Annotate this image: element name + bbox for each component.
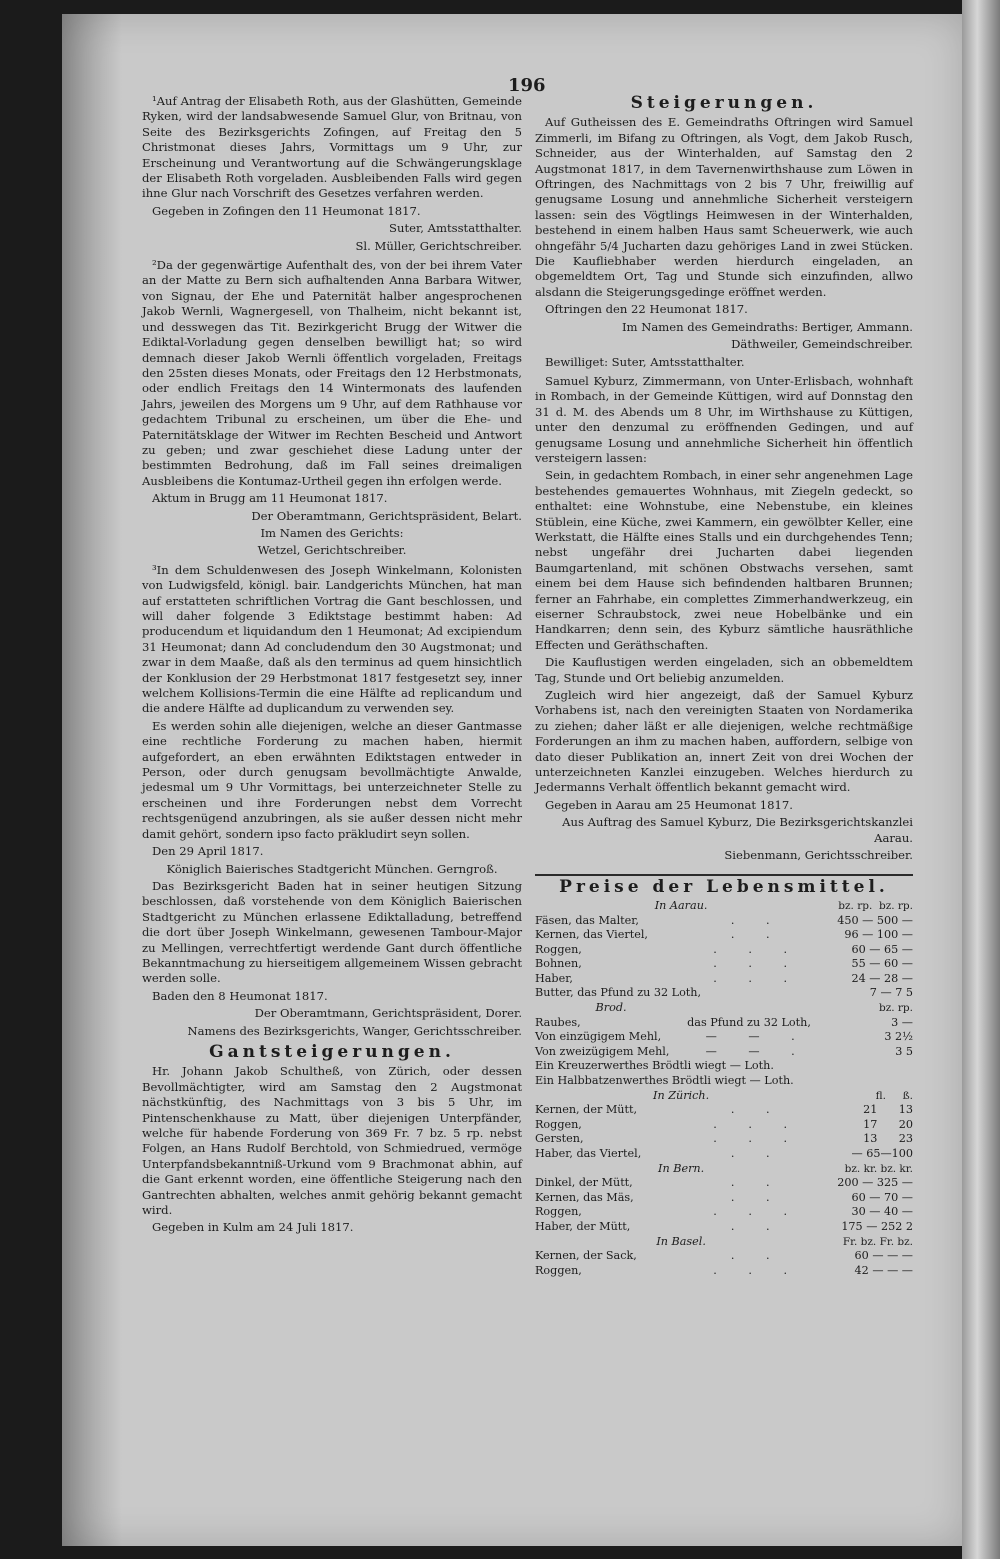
- notice-text: ¹Auf Antrag der Elisabeth Roth, aus der Glashütten, Gemeinde Ryken, wird der landsabwesende Samuel Glur, von Britnau, von Seite des Bezirksgerichts Zofingen, auf Freitag den 5 Christmonat dieses Jahrs, Vormittags um 9 Uhr, zur Erscheinung und Verantwortung auf die Schwängerungsklage der Elisabeth Roth vorgeladen. Ausbleibenden Falls wird gegen ihne Glur nach Vorschrift des Gesetzes verfahren werden.: [142, 94, 522, 201]
- price-value: 200 — 325 —: [837, 1176, 913, 1190]
- price-row: [535, 972, 913, 987]
- right-column: [535, 94, 913, 1278]
- notice-text: ³In dem Schuldenwesen des Joseph Winkelmann, Kolonisten von Ludwigsfeld, königl. bair. Landgerichts München, hat man auf erstatteten schriftlichen Vortrag die Gant beschlossen, und will daher folgende 3 Ediktstage bestimmt haben: Ad producendum et liquidandum den 1 Heumonat; Ad excipiendum 31 Heumonat; dann Ad concludendum den 30 Augstmonat; und zwar in dem Maaße, daß als den terminus ad quem hinsichtlich der Konklusion der 29 Herbstmonat 1817 festgesetzt sey, inner welchem Kollisions-Termin die eine Hälfte ad replicandum und die andere Hälfte ad duplicandum zu verwenden sey.: [142, 562, 522, 716]
- notice-text: ²Da der gegenwärtige Aufenthalt des, von der bei ihrem Vater an der Matte zu Bern sich aufhaltenden Anna Barbara Witwer, von Signau, der Ehe und Paternität halber angesprochenen Jakob Wernli, Wagnergesell, von Thalheim, nicht bekannt ist, und desswegen das Tit. Bezirkgericht Brugg der Witwer die Ediktal-Vorladung gegen denselben bewilligt hat; so wird demnach dieser Jakob Wernli öffentlich vorgeladen, Freitags den 25sten dieses Monats, oder Freitags den 12 Herbstmonats, oder endlich Freitags den 14 Wintermonats des laufenden Jahrs, jeweilen des Morgens um 9 Uhr, auf dem Rathhause vor gedachtem Tribunal zu erscheinen, um über die Ehe- und Paternitätsklage der Witwer im Rechten Bescheid und Antwort zu geben; und zwar geschiehet diese Ladung unter der bestimmten Bedrohung, daß im Fall seines dreimaligen Ausbleibens die Kontumaz-Urtheil gegen ihn erfolgen werde.: [142, 258, 522, 488]
- item-label: Fäsen, das Malter,: [535, 913, 639, 927]
- notice-signature: Siebenmann, Gerichtsschreiber.: [724, 848, 913, 863]
- item-label: Dinkel, der Mütt,: [535, 1176, 633, 1190]
- unit-label: ß.: [902, 1089, 913, 1102]
- item-label: Raubes,: [535, 1015, 581, 1029]
- notice-date: Gegeben in Kulm am 24 Juli 1817.: [152, 1220, 354, 1235]
- price-value: 60 — 70 —: [851, 1190, 913, 1204]
- notice-signature: Im Namen des Gerichts:: [260, 525, 404, 540]
- item-label: Bohnen,: [535, 957, 582, 971]
- leader-dots: . . .: [713, 1263, 802, 1277]
- price-row: [535, 1118, 913, 1133]
- notice-signature: Wetzel, Gerichtschreiber.: [257, 543, 407, 558]
- notice-text: Samuel Kyburz, Zimmermann, von Unter-Erlisbach, wohnhaft in Rombach, in der Gemeinde Küttigen, wird auf Donnstag den 31 d. M. des Abends um 8 Uhr, im Wirthshause zu Küttigen, unter den denzumal zu eröffnenden Gedingen, und auf genugsame Losung und annehmliche Sicherheit hin öffentlich versteigern lassen:: [535, 373, 913, 465]
- item-label: Kernen, der Mütt,: [535, 1103, 638, 1117]
- market-label: In Bern.: [658, 1161, 705, 1175]
- notice-text: Die Kauflustigen werden eingeladen, sich an obbemeldtem Tag, Stunde und Ort beliebig anzumelden.: [535, 655, 913, 685]
- leader-dots: . . .: [713, 942, 802, 956]
- notice-signature: Der Oberamtmann, Gerichtspräsident, Belart.: [251, 508, 522, 523]
- notice-signature: Im Namen des Gemeindraths: Bertiger, Ammann.: [621, 319, 913, 334]
- price-value: 450 — 500 —: [837, 913, 913, 927]
- price-row: [535, 943, 913, 958]
- section-heading: Steigerungen.: [630, 93, 818, 113]
- price-value: 3 2½: [884, 1030, 913, 1044]
- unit-label: bz. rp.: [878, 1002, 913, 1015]
- price-row: [535, 1191, 913, 1206]
- item-label: Von einzügigem Mehl,: [535, 1030, 662, 1044]
- price-row: [535, 1147, 913, 1162]
- price-value: 3 —: [891, 1015, 913, 1029]
- section-divider: [535, 874, 913, 876]
- price-value: 21: [863, 1103, 878, 1117]
- leader-dots: — — .: [705, 1030, 809, 1044]
- notice-text: Es werden sohin alle diejenigen, welche an dieser Gantmasse eine rechtliche Forderung zu machen haben, hiermit aufgefordert, an eben erwähnten Ediktstagen entweder in Person, oder durch genugsam bevollmächtigte Anwalde, jedesmal um 9 Uhr Vormittags, bei unterzeichneter Stelle zu erscheinen und ihre Forderungen nebst dem Vorrecht rechtsgenügend anzubringen, als sie außer dessen nicht mehr damit gehört, sondern ipso facto präkludirt seyn sollen.: [142, 718, 522, 841]
- price-table: [535, 899, 913, 1278]
- notice-date: Aktum in Brugg am 11 Heumonat 1817.: [152, 491, 388, 506]
- price-row: [535, 928, 913, 943]
- market-label: Brod.: [595, 1001, 627, 1015]
- price-value: 55 — 60 —: [851, 957, 913, 971]
- notice-date: Baden den 8 Heumonat 1817.: [152, 988, 328, 1003]
- market-label: In Zürich.: [653, 1088, 710, 1102]
- page-number: 196: [508, 75, 546, 96]
- price-row: [535, 1205, 913, 1220]
- notice-date: Oftringen den 22 Heumonat 1817.: [545, 302, 748, 317]
- item-unit: das Pfund zu 32 Loth,: [687, 1015, 811, 1029]
- price-note: [535, 1074, 913, 1089]
- leader-dots: . .: [730, 1219, 784, 1233]
- left-column: [142, 94, 522, 1238]
- leader-dots: . .: [730, 1176, 784, 1190]
- notice-text: Zugleich wird hier angezeigt, daß der Samuel Kyburz Vorhabens ist, nach den vereinigten Staaten von Nordamerika zu ziehen; daher läßt er alle diejenigen, welche rechtmäßige Forderungen an ihm zu machen haben, auffordern, selbige von dato dieser Publikation an, innert Zeit von drei Wochen der unterzeichneten Kanzlei einzugeben. Welches hierdurch zu Jedermanns Verhalt öffentlich bekannt gemacht wird.: [535, 688, 913, 795]
- price-value: 7 — 7 5: [869, 986, 913, 1000]
- prices-heading: Preise der Lebensmittel.: [559, 876, 889, 897]
- item-label: Roggen,: [535, 1263, 582, 1277]
- leader-dots: . .: [730, 1249, 784, 1263]
- note-text: Ein Kreuzerwerthes Brödtli wiegt — Loth.: [535, 1059, 774, 1073]
- price-value: 96 — 100 —: [844, 928, 913, 942]
- item-label: Butter, das Pfund zu 32 Loth,: [535, 986, 702, 1000]
- leader-dots: . . .: [713, 971, 802, 985]
- price-value: 24 — 28 —: [851, 971, 913, 985]
- price-row: [535, 1264, 913, 1279]
- notice-signature: Suter, Amtsstatthalter.: [389, 221, 522, 236]
- price-value: — 65—: [851, 1147, 892, 1160]
- price-value: 60 — 65 —: [851, 942, 913, 956]
- price-value: 3 5: [895, 1044, 913, 1058]
- leader-dots: . . .: [713, 1117, 802, 1131]
- price-row: [535, 957, 913, 972]
- notice-text: Sein, in gedachtem Rombach, in einer sehr angenehmen Lage bestehendes gemauertes Wohnhaus, mit Ziegeln gedeckt, so enthaltet: eine Wohnstube, eine Nebenstube, ein kleines Stüblein, eine Küche, zwei Kammern, ein gewölbter Keller, eine Werkstatt, die Hälfte eines Stalls und ein durchgehendes Tenn; nebst ungefähr drei Jucharten dabei liegenden Baumgartenland, mit schönen Obstwachs versehen, samt einem bei dem Hause sich befindenden haltbaren Brunnen; ferner an Fahrhabe, ein complettes Zimmerhandwerkzeug, ein eiserner Schraubstock, zwei neue Hobelbänke und ein Handkarren; denn sein, des Kyburz sämtliche hausräthliche Effecten und Geräthschaften.: [535, 468, 913, 652]
- price-row: [535, 1016, 913, 1031]
- leader-dots: . .: [730, 1103, 784, 1117]
- price-row: [535, 1030, 913, 1045]
- item-label: Kernen, das Viertel,: [535, 928, 648, 942]
- notice-signature: Namens des Bezirksgerichts, Wanger, Gerichtsschreiber.: [187, 1023, 522, 1038]
- leader-dots: . .: [730, 1190, 784, 1204]
- item-label: Roggen,: [535, 1205, 582, 1219]
- leader-dots: . .: [730, 913, 784, 927]
- price-value: 60 — — —: [854, 1249, 913, 1263]
- price-value: 13: [863, 1132, 878, 1146]
- price-value: 42 — — —: [854, 1263, 913, 1277]
- price-row: [535, 1220, 913, 1235]
- price-value: 100: [891, 1147, 913, 1160]
- price-value: 23: [898, 1132, 913, 1146]
- price-row: [535, 1176, 913, 1191]
- notice-signature: Königlich Baierisches Stadtgericht München. Gerngroß.: [166, 861, 498, 876]
- gutter-shadow: [62, 14, 122, 1546]
- item-label: Gersten,: [535, 1132, 584, 1146]
- notice-text: Das Bezirksgericht Baden hat in seiner heutigen Sitzung beschlossen, daß vorstehende von dem Königlich Baierischen Stadtgericht zu München erlassene Ediktalladung, betreffend die dort über Joseph Winkelmann, gewesenen Tambour-Major zu Mellingen, verrechtfertigt werdende Gant durch öffentliche Bekanntmachung zu hierseitigem allgemeinem Wissen gebracht werden solle.: [142, 878, 522, 986]
- leader-dots: . . .: [713, 957, 802, 971]
- note-text: Ein Halbbatzenwerthes Brödtli wiegt — Loth.: [535, 1074, 794, 1088]
- item-label: Kernen, der Sack,: [535, 1249, 637, 1263]
- notice-date: Gegeben in Zofingen den 11 Heumonat 1817.: [152, 203, 421, 218]
- leader-dots: . . .: [713, 1132, 802, 1146]
- notice-date: Gegeben in Aarau am 25 Heumonat 1817.: [545, 797, 793, 812]
- unit-header: [827, 899, 913, 914]
- price-note: [535, 1059, 913, 1074]
- notice-signature: Der Oberamtmann, Gerichtspräsident, Dorer.: [254, 1006, 522, 1021]
- notice-signature: Aus Auftrag des Samuel Kyburz, Die Bezirksgerichtskanzlei Aarau.: [562, 815, 913, 845]
- price-row: [535, 1045, 913, 1060]
- book-spine: [962, 0, 1000, 1559]
- item-label: Haber, der Mütt,: [535, 1219, 631, 1233]
- unit-label: bz. rp.: [878, 899, 913, 912]
- unit-label: bz. rp.: [838, 899, 873, 912]
- price-value: 30 — 40 —: [851, 1205, 913, 1219]
- notice-text: Auf Gutheissen des E. Gemeindraths Oftringen wird Samuel Zimmerli, im Bifang zu Oftringen, als Vogt, dem Jakob Rusch, Schneider, aus der Winterhalden, auf Samstag den 2 Augstmonat 1817, in dem Tavernenwirthshause zum Löwen in Oftringen, des Nachmittags von 2 bis 7 Uhr, freiwillig auf genugsame Losung und annehmliche Sicherheit versteigern lassen: sein des Vögtlings Heimwesen in der Winterhalden, bestehend in einem halben Haus samt Scheuerwerk, wie auch ohngefähr 5/4 Jucharten dazu gehöriges Land in zwei Stücken. Die Kaufliebhaber werden hierdurch eingeladen, an obgemeldtem Ort, Tag und Stunde sich einzufinden, allwo alsdann die Steigerungsgedinge eröffnet werden.: [535, 115, 913, 299]
- price-row: [535, 1132, 913, 1147]
- item-label: Roggen,: [535, 942, 582, 956]
- section-heading: Gantsteigerungen.: [209, 1041, 455, 1062]
- item-label: Kernen, das Mäs,: [535, 1190, 634, 1204]
- item-label: Roggen,: [535, 1117, 582, 1131]
- unit-label: fl.: [875, 1089, 886, 1102]
- item-label: Von zweizügigem Mehl,: [535, 1044, 670, 1058]
- notice-signature: Däthweiler, Gemeindschreiber.: [731, 337, 913, 352]
- item-label: Haber,: [535, 971, 573, 985]
- price-row: [535, 1249, 913, 1264]
- market-label: In Aarau.: [654, 898, 708, 912]
- leader-dots: . .: [730, 928, 784, 942]
- price-value: 175 — 252 2: [841, 1219, 913, 1233]
- notice-signature: Sl. Müller, Gerichtschreiber.: [355, 238, 522, 253]
- notice-text: Hr. Johann Jakob Schultheß, von Zürich, oder dessen Bevollmächtigter, wird am Samstag den 2 Augstmonat nächstkünftig, des Nachmittags von 3 bis 5 Uhr, im Pintenschenkhause zu Matt, über diejenigen Unterpfänder, welche für habende Forderung von 369 Fr. 7 bz. 5 rp. nebst Folgen, an Hans Rudolf Berchtold, von Schmiedrued, vermöge Unterpfandsbekanntniß-Urkund vom 9 Brachmonat abhin, auf die Gant erkennt worden, eine öffentliche Steigerung nach den Gantrechten abhalten, welches anmit gehörig bekannt gemacht wird.: [142, 1064, 522, 1218]
- item-label: Haber, das Viertel,: [535, 1147, 642, 1160]
- unit-header: [827, 1089, 913, 1104]
- unit-label: bz. kr. bz. kr.: [844, 1162, 913, 1175]
- price-row: [535, 1103, 913, 1118]
- market-label: In Basel.: [656, 1234, 706, 1248]
- notice-date: Den 29 April 1817.: [152, 844, 264, 859]
- leader-dots: — — .: [705, 1044, 809, 1058]
- leader-dots: . . .: [713, 1205, 802, 1219]
- price-value: 20: [898, 1117, 913, 1131]
- leader-dots: . .: [730, 1147, 784, 1160]
- price-value: 13: [898, 1103, 913, 1117]
- price-row: [535, 986, 913, 1001]
- price-row: [535, 914, 913, 929]
- notice-signature: Bewilliget: Suter, Amtsstatthalter.: [545, 354, 745, 369]
- price-value: 17: [863, 1117, 878, 1131]
- unit-label: Fr. bz. Fr. bz.: [842, 1235, 913, 1248]
